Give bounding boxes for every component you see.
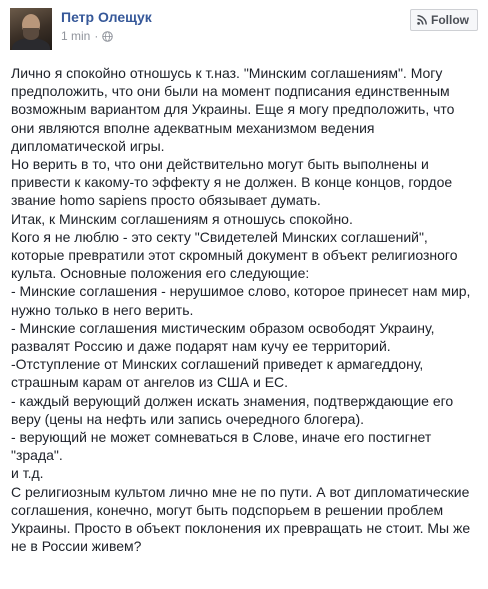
rss-icon (417, 15, 427, 25)
post-header (10, 8, 478, 50)
follow-button[interactable] (410, 9, 478, 31)
post-text-line: Украины. Просто в объект поклонения их превращать не стоит. Мы же (11, 520, 471, 537)
post-text-line: Кого я не люблю - это секту "Свидетелей Минских соглашений", (11, 228, 428, 245)
post-text-line: они являются вполне адекватным механизмом ведения (11, 119, 375, 136)
post-text-line: привести к какому-то эффекту я не должен. В конце концов, гордое (11, 174, 453, 191)
post-text-line: Но верить в то, что они действительно могут быть выполнены и (11, 156, 429, 173)
post-text-line: - Минские соглашения мистическим образом освободят Украину, (11, 319, 435, 336)
post-text-line: культа. Основные положения его следующие: (11, 265, 310, 282)
post-text-line: которые превратили этот скромный документ в объект религиозного (11, 247, 458, 264)
post-text-line: "зрада". (11, 447, 63, 464)
post-meta (61, 29, 113, 43)
post-text-line: страшным карам от ангелов из США и ЕС. (11, 374, 289, 391)
post-timestamp[interactable]: 1 min (61, 29, 91, 43)
post-text-line: Лично я спокойно отношусь к т.наз. "Минским соглашениям". Могу (11, 65, 443, 81)
globe-icon[interactable] (102, 31, 113, 42)
post-text-line: - верующий не может сомневаться в Слове, иначе его постигнет (11, 429, 432, 446)
post-text-line: не в России живем? (11, 538, 142, 555)
post-text-line: дипломатической игры. (11, 137, 165, 154)
post-text-line: - каждый верующий должен искать знамения, подтверждающие его (11, 392, 454, 409)
post-text-line: и т.д. (11, 465, 44, 482)
post-text-line: Итак, к Минским соглашениям я отношусь спокойно. (11, 210, 353, 227)
post-text-line: -Отступление от Минских соглашений приведет к армагеддону, (11, 356, 424, 373)
post-text-line: развалят Россию и даже подарят нам кучу ее территорий. (11, 338, 391, 355)
meta-separator: · (94, 29, 99, 43)
post-text-line: звание homo sapiens просто обязывает думать. (11, 192, 321, 209)
post-text-line: предположить, что они были на момент подписания единственным (11, 83, 450, 100)
post-text-line: веру (цены на нефть или запись очередного блогера). (11, 410, 364, 427)
follow-label: Follow (431, 13, 469, 27)
post-text-line: - Минские соглашения - нерушимое слово, которое принесет нам мир, (11, 283, 471, 300)
post-text-line: возможным вариантом для Украины. Еще я могу предположить, что (11, 101, 455, 118)
post-body (11, 64, 481, 555)
post-text-line: нужно только в него верить. (11, 301, 194, 318)
post-text-line: С религиозным культом лично мне не по пути. А вот дипломатические (11, 483, 470, 500)
author-name-link[interactable]: Петр Олещук (61, 9, 152, 25)
post-text-line: соглашения, конечно, могут быть подспорьем в решении проблем (11, 501, 444, 518)
author-avatar[interactable] (10, 8, 52, 50)
